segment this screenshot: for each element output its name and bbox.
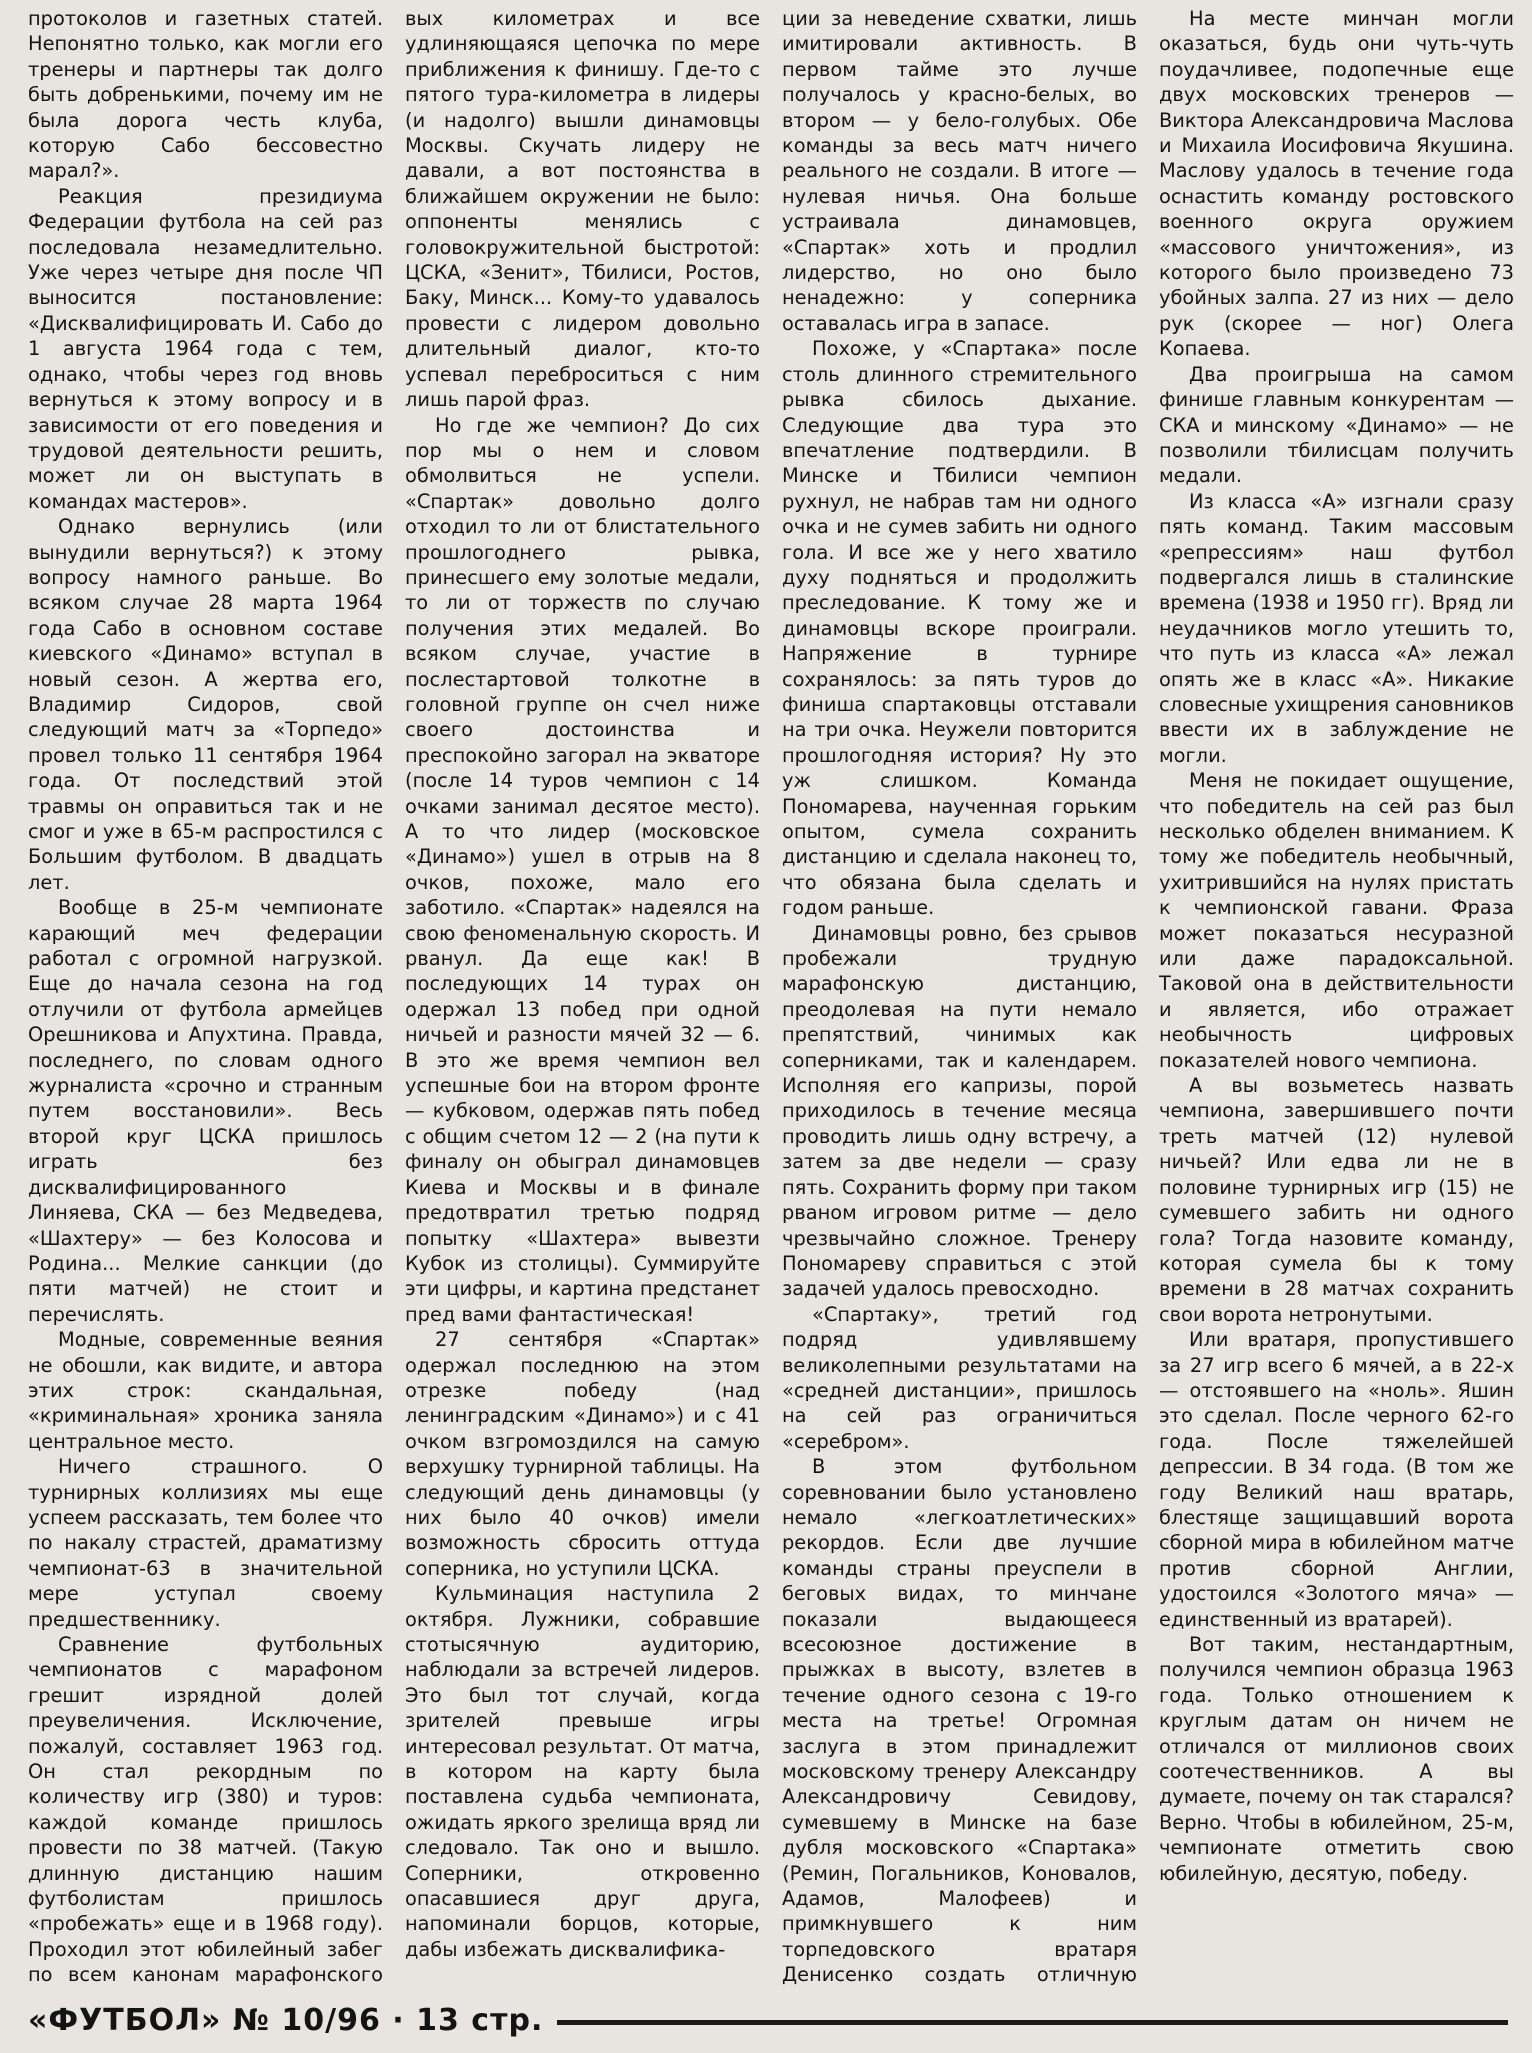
article-paragraph: На месте минчан могли оказаться, будь они чуть-чуть поудачливее, подопечные еще двух московских тренеров — Виктора Александровича Маслова и Михаила Иосифовича Якушина. Маслову удалось в течение года оснастить команду ростовского военного округа оружием «массового уничтожения», из которого было произведено 73 убойных залпа. 27 из них — дело рук (скорее — ног) Олега Копаева. — [1159, 7, 1514, 361]
page-footer — [28, 1998, 1508, 2042]
article-column-3 — [782, 6, 1137, 1986]
article-paragraph: А вы возьметесь назвать чемпиона, завершившего почти треть матчей (12) нулевой ничьей? Или едва ли не в половине турнирных игр (15) не сумевшего забить ни одного гола? Тогда назовите команду, которая сумела бы к тому времени в 28 матчах сохранить свои ворота нетронутыми. — [1159, 1074, 1514, 1326]
article-paragraph: Из класса «А» изгнали сразу пять команд. Таким массовым «репрессиям» наш футбол подвергался лишь в сталинские времена (1938 и 1950 гг). Вряд ли неудачников могло утешить то, что путь из класса «А» лежал опять же в класс «А». Никакие словесные ухищрения сановников ввести их в заблуждение не могли. — [1159, 489, 1514, 767]
article-paragraph: Динамовцы ровно, без срывов пробежали трудную марафонскую дистанцию, преодолевая на пути немало препятствий, чинимых как соперниками, так и календарем. Исполняя его капризы, порой приходилось в течение месяца проводить лишь одну встречу, а затем за две недели — сразу пять. Сохранить форму при таком рваном игровом ритме — дело чрезвычайно сложное. Тренеру Пономареву справиться с этой задачей удалось превосходно. — [782, 921, 1137, 1301]
article-paragraph: Но где же чемпион? До сих пор мы о нем и словом обмолвиться не успели. «Спартак» довольно долго отходил то ли от блистательного прошлогоднего рывка, принесшего ему золотые медали, то ли от торжеств по случаю получения этих медалей. Во всяком случае, участие в послестартовой толкотне в головной группе он счел ниже своего достоинства и преспокойно загорал на экваторе (после 14 туров чемпион с 14 очками занимал десятое место). А то что лидер (московское «Динамо») ушел в отрыв на 8 очков, похоже, мало его заботило. «Спартак» надеялся на свою феноменальную скорость. И рванул. Да еще как! В последующих 14 турах он одержал 13 побед при одной ничьей и разности мячей 32 — 6. В это же время чемпион вел успешные бои на втором фронте — кубковом, одержав пять побед с общим счетом 12 — 2 (на пути к финалу он обыграл динамовцев Киева и Москвы и в финале предотвратил третью подряд попытку «Шахтера» вывезти Кубок из столицы). Суммируйте эти цифры, и картина предстанет пред вами фантастическая! — [405, 413, 760, 1326]
article-paragraph: Похоже, у «Спартака» после столь длинного стремительного рывка сбилось дыхание. Следующие два тура это впечатление подтвердили. В Минске и Тбилиси чемпион рухнул, не набрав там ни одного очка и не сумев забить ни одного гола. И все же у него хватило духу подняться и продолжить преследование. К тому же и динамовцы вскоре проиграли. Напряжение в турнире сохранялось: за пять туров до финиша спартаковцы отставали на три очка. Неужели повторится прошлогодняя история? Ну это уж слишком. Команда Пономарева, наученная горьким опытом, сумела сохранить дистанцию и сделала наконец то, что обязана была сделать и годом раньше. — [782, 337, 1137, 920]
article-column-4 — [1159, 6, 1514, 1986]
article-columns — [28, 6, 1514, 1986]
article-column-1 — [28, 6, 383, 1986]
article-paragraph: Меня не покидает ощущение, что победитель на сей раз был несколько обделен вниманием. К тому же победитель необычный, ухитрившийся на нулях пристать к чемпионской гавани. Фраза может показаться несуразной или даже парадоксальной. Таковой она в действительности и является, ибо отражает необычность цифровых показателей нового чемпиона. — [1159, 769, 1514, 1072]
article-paragraph: протоколов и газетных статей. Непонятно только, как могли его тренеры и партнеры так долго быть добренькими, почему им не была дорога честь клуба, которую Сабо бессовестно марал?». — [28, 7, 383, 183]
article-paragraph: Сравнение футбольных чемпионатов с марафоном грешит изрядной долей преувеличения. Исключение, пожалуй, составляет 1963 год. Он стал рекордным по количеству игр (380) и туров: каждой команде пришлось провести по 38 матчей. (Такую длинную дистанцию нашим футболистам пришлось «пробежать» еще и в 1968 году). Проходил этот юбилейный забег по всем канонам марафонского — [28, 1633, 383, 1986]
article-paragraph: вых километрах и все удлиняющаяся цепочка по мере приближения к финишу. Где-то с пятого тура-километра в лидеры (и надолго) вышли динамовцы Москвы. Скучать лидеру не давали, а вот постоянства в ближайшем окружении не было: оппоненты менялись с головокружительной быстротой: ЦСКА, «Зенит», Тбилиси, Ростов, Баку, Минск... Кому-то удавалось провести с лидером довольно длительный диалог, кто-то успевал переброситься с ним лишь парой фраз. — [405, 7, 760, 412]
article-paragraph: Вообще в 25-м чемпионате карающий меч федерации работал с огромной нагрузкой. Еще до начала сезона на год отлучили от футбола армейцев Орешникова и Апухтина. Правда, последнего, по словам одного журналиста «срочно и странным путем восстановили». Весь второй круг ЦСКА пришлось играть без дисквалифицированного Линяева, СКА — без Медведева, «Шахтеру» — без Колосова и Родина... Мелкие санкции (до пяти матчей) не стоит и перечислять. — [28, 896, 383, 1326]
article-paragraph: Вот таким, нестандартным, получился чемпион образца 1963 года. Только отношением к круглым датам он ничем не отличался от миллионов своих соотечественников. А вы думаете, почему он так старался? Верно. Чтобы в юбилейном, 25-м, чемпионате отметить свою юбилейную, десятую, победу. — [1159, 1633, 1514, 1885]
article-column-2 — [405, 6, 760, 1986]
article-paragraph: ции за неведение схватки, лишь имитировали активность. В первом тайме это лучше получалось у красно-белых, во втором — у бело-голубых. Обе команды за весь матч ничего реального не создали. В итоге — нулевая ничья. Она больше устраивала динамовцев, «Спартак» хоть и продлил лидерство, но оно было ненадежно: у соперника оставалась игра в запасе. — [782, 7, 1137, 335]
article-paragraph: Однако вернулись (или вынудили вернуться?) к этому вопросу намного раньше. Во всяком случае 28 марта 1964 года Сабо в основном составе киевского «Динамо» вступал в новый сезон. А жертва его, Владимир Сидоров, свой следующий матч за «Торпедо» провел только 11 сентября 1964 года. От последствий этой травмы он оправиться так и не смог и уже в 65-м распростился с Большим футболом. В двадцать лет. — [28, 515, 383, 894]
footer-publication-info: «ФУТБОЛ» № 10/96 · 13 стр. — [28, 2002, 544, 2038]
article-paragraph: Два проигрыша на самом финише главным конкурентам — СКА и минскому «Динамо» — не позволили тбилисцам получить медали. — [1159, 362, 1514, 488]
article-paragraph: «Спартаку», третий год подряд удивлявшему великолепными результатами на «средней дистанции», пришлось на сей раз ограничиться «серебром». — [782, 1302, 1137, 1453]
article-paragraph: Реакция президиума Федерации футбола на сей раз последовала незамедлительно. Уже через четыре дня после ЧП выносится постановление: «Дисквалифицировать И. Сабо до 1 августа 1964 года с тем, однако, чтобы через год вновь вернуться к этому вопросу и в зависимости от его поведения и трудовой деятельности решить, может ли он выступать в командах мастеров». — [28, 184, 383, 513]
article-paragraph: Кульминация наступила 2 октября. Лужники, собравшие стотысячную аудиторию, наблюдали за встречей лидеров. Это был тот случай, когда зрителей превыше игры интересовал результат. От матча, в котором на карту была поставлена судьба чемпионата, ожидать яркого зрелища вряд ли следовало. Так оно и вышло. Соперники, откровенно опасавшиеся друг друга, напоминали борцов, которые, дабы избежать дисквалифика- — [405, 1582, 760, 1961]
footer-rule — [557, 2020, 1508, 2025]
article-paragraph: Или вратаря, пропустившего за 27 игр всего 6 мячей, а в 22-х — отстоявшего на «ноль». Яшин это сделал. После черного 62-го года. После тяжелейшей депрессии. В 34 года. (В том же году Великий наш вратарь, блестяще защищавший ворота сборной мира в юбилейном матче против сборной Англии, удостоился «Золотого мяча» — единственный из вратарей). — [1159, 1328, 1514, 1631]
article-paragraph: 27 сентября «Спартак» одержал последнюю на этом отрезке победу (над ленинградским «Динамо») и с 41 очком взгромоздился на самую верхушку турнирной таблицы. На следующий день динамовцы (у них было 40 очков) имели возможность сбросить оттуда соперника, но уступили ЦСКА. — [405, 1328, 760, 1580]
article-paragraph: Модные, современные веяния не обошли, как видите, и автора этих строк: скандальная, «криминальная» хроника заняла центральное место. — [28, 1328, 383, 1453]
article-paragraph: В этом футбольном соревновании было установлено немало «легкоатлетических» рекордов. Если две лучшие команды страны преуспели в беговых видах, то минчане показали выдающееся всесоюзное достижение в прыжках в высоту, взлетев в течение одного сезона с 19-го места на третье! Огромная заслуга в этом принадлежит московскому тренеру Александру Александровичу Севидову, сумевшему в Минске на базе дубля московского «Спартака» (Ремин, Погальников, Коновалов, Адамов, Малофеев) и примкнувшего к ним торпедовского вратаря Денисенко создать отличную — [782, 1455, 1137, 1986]
article-paragraph: Ничего страшного. О турнирных коллизиях мы еще успеем рассказать, тем более что по накалу страстей, драматизму чемпионат-63 в значительной мере уступал своему предшественнику. — [28, 1455, 383, 1631]
